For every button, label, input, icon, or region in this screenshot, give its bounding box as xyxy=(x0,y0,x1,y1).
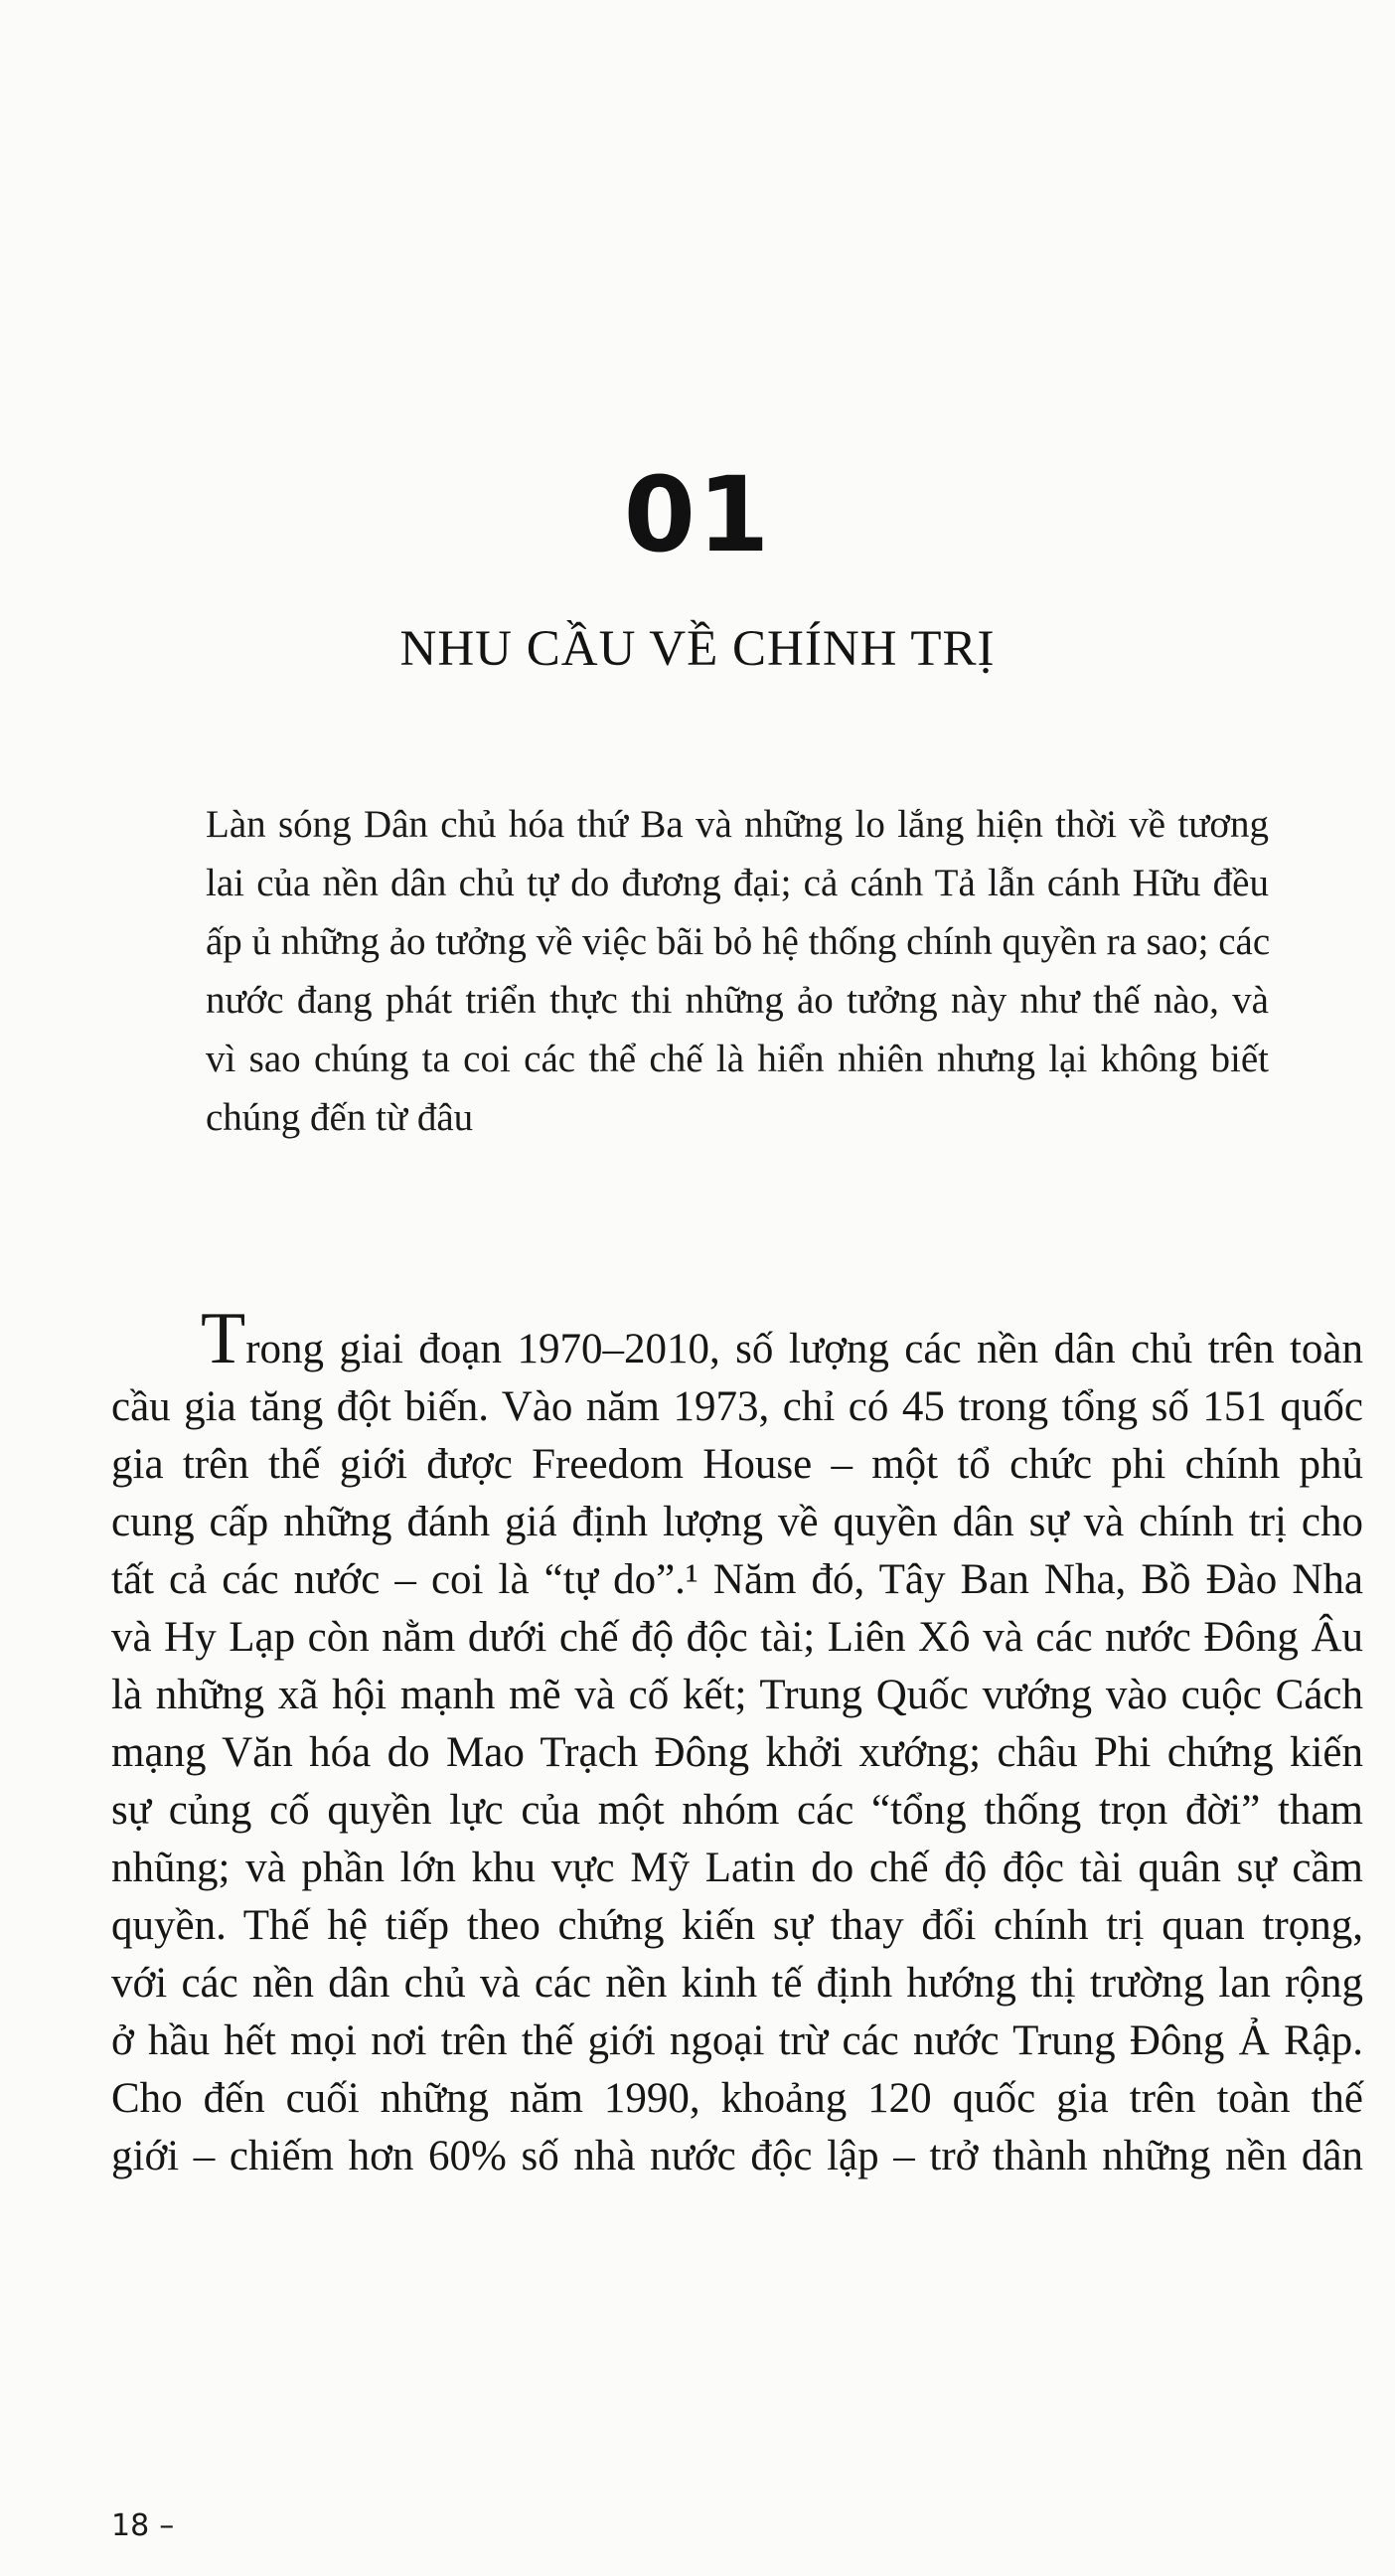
body-line: ở hầu hết mọi nơi trên thế giới ngoại trừ các nước Trung Đông Ả Rập. xyxy=(111,2017,1363,2064)
body-line: tất cả các nước – coi là “tự do”.¹ Năm đó, Tây Ban Nha, Bồ Đào Nha xyxy=(111,1556,1363,1603)
body-line: nhũng; và phần lớn khu vực Mỹ Latin do chế độ độc tài quân sự cầm xyxy=(111,1845,1363,1891)
body-line: giới – chiếm hơn 60% số nhà nước độc lập – trở thành những nền dân xyxy=(111,2133,1363,2179)
chapter-summary xyxy=(206,795,1269,1147)
summary-line: lai của nền dân chủ tự do đương đại; cả cánh Tả lẫn cánh Hữu đều xyxy=(206,862,1269,904)
summary-line: chúng đến từ đâu xyxy=(206,1096,474,1139)
page-number-dash: – xyxy=(159,2508,175,2543)
body-line: cung cấp những đánh giá định lượng về quyền dân sự và chính trị cho xyxy=(111,1499,1363,1545)
page-number xyxy=(111,2506,174,2546)
chapter-number: 01 xyxy=(623,454,772,575)
body-line: và Hy Lạp còn nằm dưới chế độ độc tài; Liên Xô và các nước Đông Âu xyxy=(111,1614,1363,1661)
body-line: gia trên thế giới được Freedom House – một tổ chức phi chính phủ xyxy=(111,1441,1363,1488)
summary-line: ấp ủ những ảo tưởng về việc bãi bỏ hệ thống chính quyền ra sao; các xyxy=(206,920,1271,963)
body-paragraph xyxy=(111,1298,1363,2185)
body-line: với các nền dân chủ và các nền kinh tế định hướng thị trường lan rộng xyxy=(111,1960,1363,2007)
drop-initial: T xyxy=(201,1298,246,1379)
body-line: là những xã hội mạnh mẽ và cố kết; Trung Quốc vướng vào cuộc Cách xyxy=(111,1672,1363,1718)
body-line: cầu gia tăng đột biến. Vào năm 1973, chỉ có 45 trong tổng số 151 quốc xyxy=(111,1383,1363,1430)
body-line: Cho đến cuối những năm 1990, khoảng 120 quốc gia trên toàn thế xyxy=(111,2075,1363,2122)
body-line: sự củng cố quyền lực của một nhóm các “tổng thống trọn đời” tham xyxy=(111,1787,1363,1834)
body-line: quyền. Thế hệ tiếp theo chứng kiến sự thay đổi chính trị quan trọng, xyxy=(111,1902,1363,1949)
summary-line: vì sao chúng ta coi các thể chế là hiển nhiên nhưng lại không biết xyxy=(206,1038,1269,1080)
body-line: mạng Văn hóa do Mao Trạch Đông khởi xướng; châu Phi chứng kiến xyxy=(111,1729,1363,1776)
summary-line: nước đang phát triển thực thi những ảo tưởng này như thế nào, và xyxy=(206,979,1269,1022)
body-first-line-text: rong giai đoạn 1970–2010, số lượng các nền dân chủ trên toàn xyxy=(245,1326,1363,1372)
body-first-line xyxy=(111,1298,1363,1379)
summary-line: Làn sóng Dân chủ hóa thứ Ba và những lo lắng hiện thời về tương xyxy=(206,803,1269,846)
page-number-value: 18 xyxy=(111,2508,150,2543)
chapter-title: NHU CẦU VỀ CHÍNH TRỊ xyxy=(399,621,996,677)
